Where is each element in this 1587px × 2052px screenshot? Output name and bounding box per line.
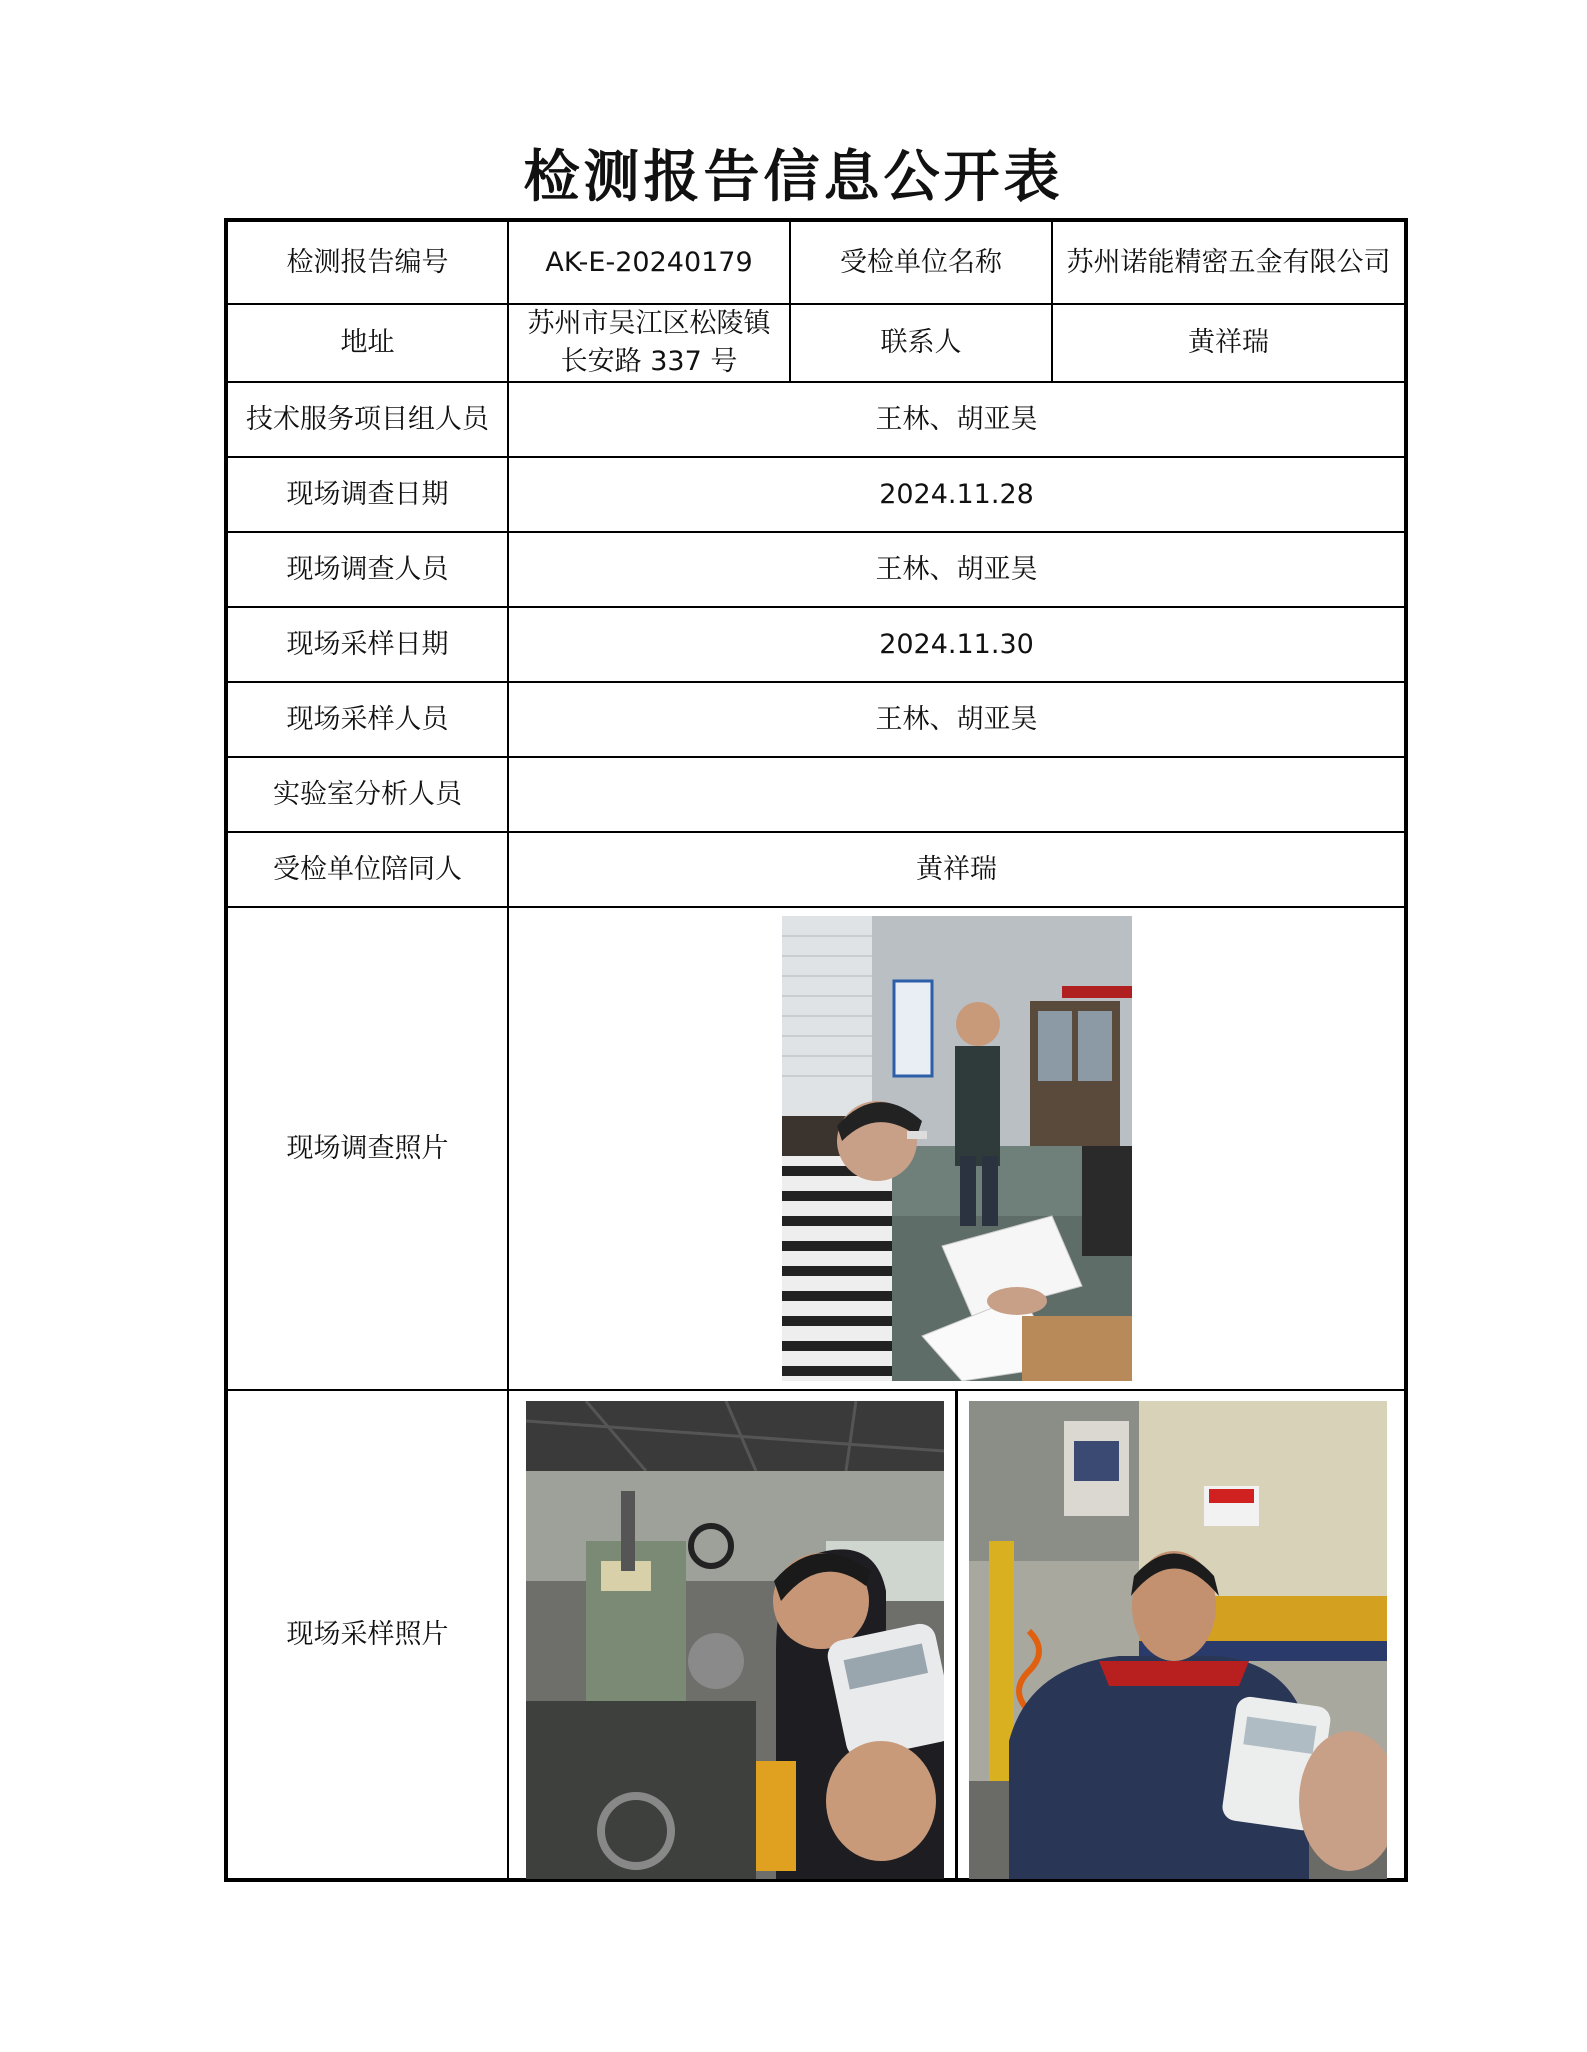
table-row — [226, 757, 1406, 832]
report-info-table — [224, 218, 1408, 1882]
survey-photo-label: 现场调查照片 — [226, 907, 508, 1390]
escort-label: 受检单位陪同人 — [226, 832, 508, 907]
address-value: 苏州市吴江区松陵镇长安路 337 号 — [508, 304, 790, 382]
table-row — [226, 382, 1406, 457]
survey-photo-image — [782, 916, 1132, 1381]
unit-name-label: 受检单位名称 — [790, 220, 1052, 304]
report-no-value: AK-E-20240179 — [508, 220, 790, 304]
survey-date-label: 现场调查日期 — [226, 457, 508, 532]
sampling-date-label: 现场采样日期 — [226, 607, 508, 682]
address-label: 地址 — [226, 304, 508, 382]
sampling-staff-label: 现场采样人员 — [226, 682, 508, 757]
sampling-photo-2 — [969, 1401, 1387, 1879]
report-no-label: 检测报告编号 — [226, 220, 508, 304]
table-row — [226, 457, 1406, 532]
contact-value: 黄祥瑞 — [1052, 304, 1406, 382]
survey-staff-value: 王林、胡亚昊 — [508, 532, 1406, 607]
survey-photo-cell — [508, 907, 1406, 1390]
team-label: 技术服务项目组人员 — [226, 382, 508, 457]
sampling-date-value: 2024.11.30 — [508, 607, 1406, 682]
sampling-photo-cell — [508, 1390, 1406, 1880]
sampling-photo-1-image — [526, 1401, 944, 1879]
contact-label: 联系人 — [790, 304, 1052, 382]
survey-staff-label: 现场调查人员 — [226, 532, 508, 607]
sampling-photo-label: 现场采样照片 — [226, 1390, 508, 1880]
survey-photo — [782, 916, 1132, 1381]
table-row — [226, 682, 1406, 757]
table-row — [226, 607, 1406, 682]
survey-date-value: 2024.11.28 — [508, 457, 1406, 532]
page-title: 检测报告信息公开表 — [523, 144, 1064, 210]
lab-staff-label: 实验室分析人员 — [226, 757, 508, 832]
sampling-staff-value: 王林、胡亚昊 — [508, 682, 1406, 757]
table-row — [226, 304, 1406, 382]
table-row — [226, 832, 1406, 907]
sampling-photo-1-cell — [515, 1391, 955, 1878]
team-value: 王林、胡亚昊 — [508, 382, 1406, 457]
table-row — [226, 220, 1406, 304]
table-row — [226, 532, 1406, 607]
sampling-photo-2-cell — [955, 1391, 1398, 1878]
table-row — [226, 907, 1406, 1390]
sampling-photo-2-image — [969, 1401, 1387, 1879]
unit-name-value: 苏州诺能精密五金有限公司 — [1052, 220, 1406, 304]
escort-value: 黄祥瑞 — [508, 832, 1406, 907]
lab-staff-value — [508, 757, 1406, 832]
table-row — [226, 1390, 1406, 1880]
sampling-photo-1 — [526, 1401, 944, 1879]
